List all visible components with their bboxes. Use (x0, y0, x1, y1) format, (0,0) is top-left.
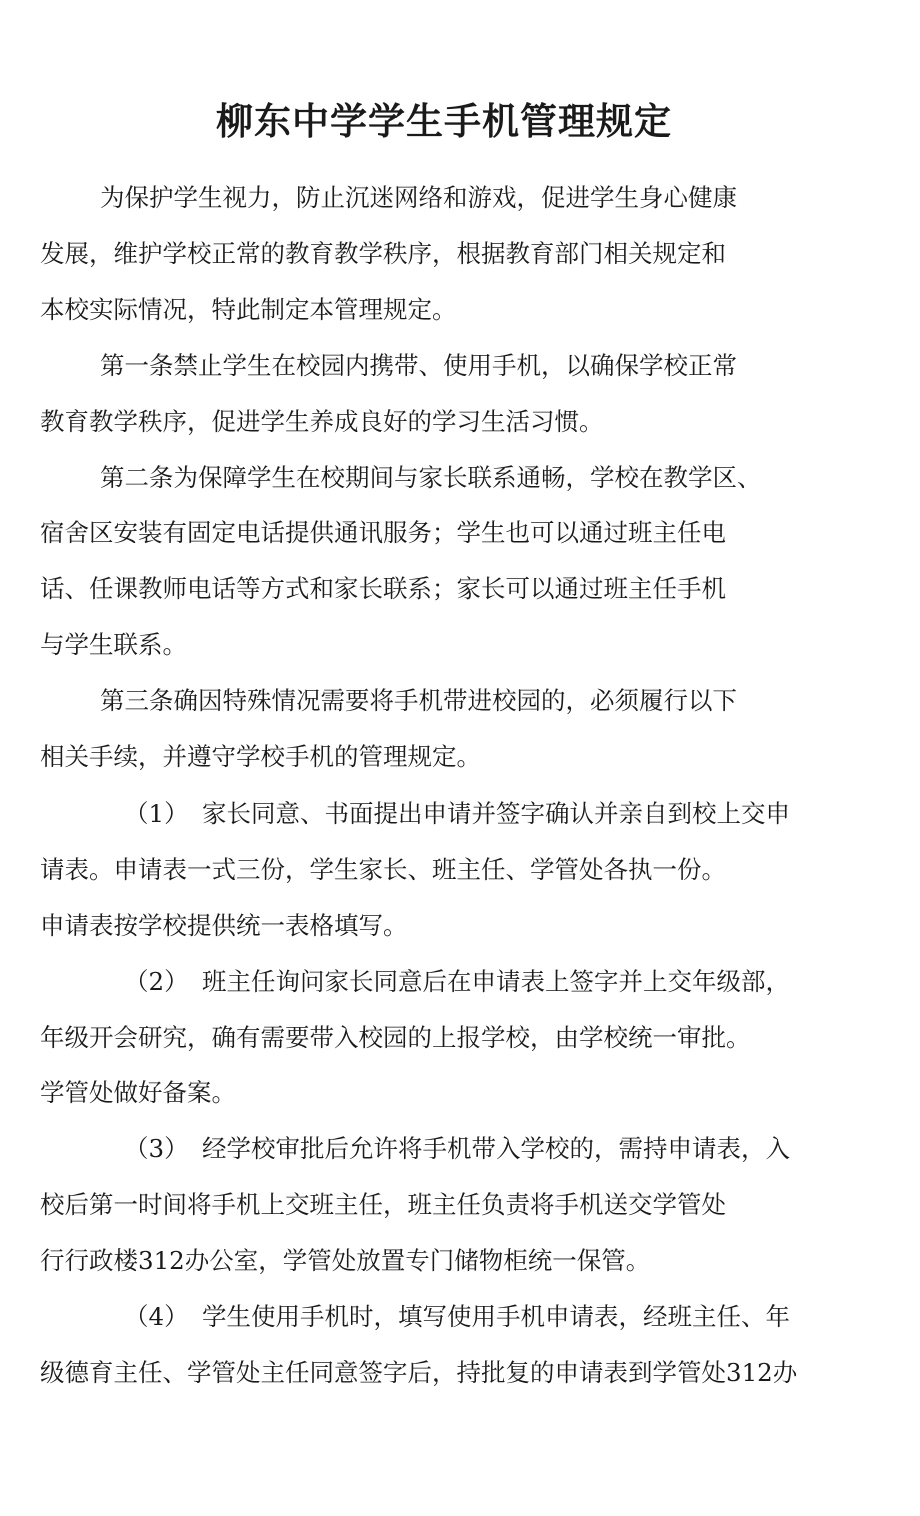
item3-number: （3） (124, 1134, 189, 1163)
document-title: 柳东中学学生手机管理规定 (216, 100, 672, 143)
article3-line-2: 相关手续，并遵守学校手机的管理规定。 (40, 742, 481, 771)
item2-text-1: 班主任询问家长同意后在申请表上签字并上交年级部， (202, 967, 790, 996)
intro-line-1: 为保护学生视力，防止沉迷网络和游戏，促进学生身心健康 (100, 183, 737, 212)
item2-line-3: 学管处做好备案。 (40, 1078, 236, 1107)
article3-line-1: 第三条确因特殊情况需要将手机带进校园的，必须履行以下 (100, 686, 737, 715)
intro-line-3: 本校实际情况，特此制定本管理规定。 (40, 295, 457, 324)
item4-number: （4） (124, 1302, 189, 1331)
item2-number: （2） (124, 967, 189, 996)
item4-line-1 (124, 1302, 790, 1332)
item2-line-1 (124, 967, 790, 997)
item1-line-2: 请表。申请表一式三份，学生家长、班主任、学管处各执一份。 (40, 855, 726, 884)
item3-line-1 (124, 1134, 790, 1164)
article2-line-3: 话、任课教师电话等方式和家长联系；家长可以通过班主任手机 (40, 574, 726, 603)
item3-line-2: 校后第一时间将手机上交班主任，班主任负责将手机送交学管处 (40, 1190, 726, 1219)
article2-line-2: 宿舍区安装有固定电话提供通讯服务；学生也可以通过班主任电 (40, 518, 726, 547)
article2-line-4: 与学生联系。 (40, 630, 187, 659)
item1-text-1: 家长同意、书面提出申请并签字确认并亲自到校上交申 (202, 799, 790, 828)
article2-line-1: 第二条为保障学生在校期间与家长联系通畅，学校在教学区、 (100, 463, 762, 492)
item3-line-3: 行行政楼312办公室，学管处放置专门储物柜统一保管。 (40, 1246, 651, 1275)
intro-line-2: 发展，维护学校正常的教育教学秩序，根据教育部门相关规定和 (40, 239, 726, 268)
article1-line-2: 教育教学秩序，促进学生养成良好的学习生活习惯。 (40, 407, 604, 436)
item1-line-3: 申请表按学校提供统一表格填写。 (40, 911, 408, 940)
item4-text-1: 学生使用手机时，填写使用手机申请表，经班主任、年 (202, 1302, 790, 1331)
article1-line-1: 第一条禁止学生在校园内携带、使用手机，以确保学校正常 (100, 351, 737, 380)
item1-line-1 (124, 799, 790, 829)
item3-text-1: 经学校审批后允许将手机带入学校的，需持申请表，入 (202, 1134, 790, 1163)
item4-line-2: 级德育主任、学管处主任同意签字后，持批复的申请表到学管处312办 (40, 1358, 798, 1387)
item1-number: （1） (124, 799, 189, 828)
item2-line-2: 年级开会研究，确有需要带入校园的上报学校，由学校统一审批。 (40, 1023, 751, 1052)
